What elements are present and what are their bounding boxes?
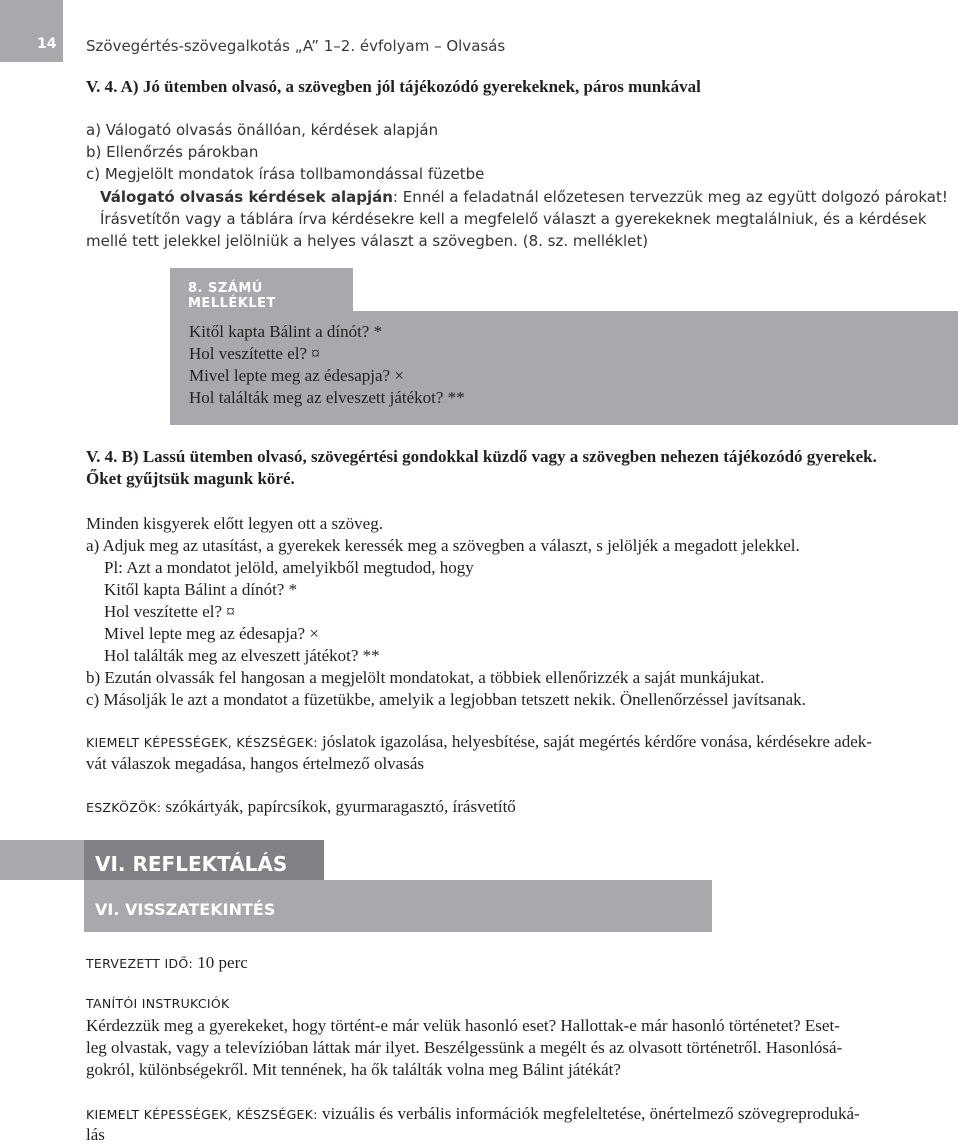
- page-header: Szövegértés-szövegalkotás „A” 1–2. évfolyam – Olvasás: [86, 37, 506, 55]
- section-b-step-b: b) Ezután olvassák fel hangosan a megjelölt mondatokat, a többiek ellenőrizzék a saját munkájukat.: [86, 668, 765, 687]
- section-a-para-rest: : Ennél a feladatnál előzetesen tervezzük meg az együtt dolgozó párokat!: [392, 188, 948, 206]
- section-b-question-3: Mivel lepte meg az édesapja? ×: [104, 624, 319, 643]
- instructions-line3: gokról, különbségekről. Mit tennének, ha ők találták volna meg Bálint játékát?: [86, 1060, 621, 1079]
- retrospect-band: [84, 880, 712, 932]
- reflection-heading: VI. REFLEKTÁLÁS: [95, 852, 288, 876]
- section-a-paragraph-line3: mellé tett jelekkel jelölniük a helyes választ a szövegben. (8. sz. melléklet): [86, 232, 649, 250]
- instructions-line2: leg olvastak, vagy a televízióban láttak már ilyet. Beszélgessünk a megélt és az olvasott történetről. Hasonlósá-: [86, 1038, 843, 1057]
- instructions-line1: Kérdezzük meg a gyerekeket, hogy történt-e már velük hasonló eset? Hallottak-e már hasonló történetet? Eset-: [86, 1016, 840, 1035]
- tools-line: [86, 796, 516, 818]
- section-b-title-line1: V. 4. B) Lassú ütemben olvasó, szövegértési gondokkal küzdő vagy a szövegben nehezen tájékozódó gyerekek.: [86, 447, 877, 466]
- section-a-paragraph-line1: [100, 188, 948, 206]
- skills-2-line2: lás: [86, 1125, 105, 1144]
- planned-time: [86, 952, 248, 974]
- section-a-title: V. 4. A) Jó ütemben olvasó, a szövegben jól tájékozódó gyerekeknek, páros munkával: [86, 77, 701, 96]
- instructions-label: TANÍTÓI INSTRUKCIÓK: [86, 996, 230, 1011]
- retrospect-heading: VI. VISSZATEKINTÉS: [95, 900, 276, 919]
- section-b-step-c: c) Másolják le azt a mondatot a füzetükbe, amelyik a legjobban tetszett nekik. Önellenőrzéssel javítsanak.: [86, 690, 806, 709]
- tools-text: szókártyák, papírcsíkok, gyurmaragasztó, írásvetítő: [161, 797, 516, 816]
- appendix-question-4: Hol találták meg az elveszett játékot? **: [189, 388, 465, 407]
- appendix-question-3: Mivel lepte meg az édesapja? ×: [189, 366, 404, 385]
- appendix-question-2: Hol veszítette el? ¤: [189, 344, 320, 363]
- section-b-intro: Minden kisgyerek előtt legyen ott a szöveg.: [86, 514, 383, 533]
- skills-2-text: vizuális és verbális információk megfeleltetése, önértelmező szövegreproduká-: [317, 1104, 860, 1123]
- section-a-step-a: a) Válogató olvasás önállóan, kérdések alapján: [86, 121, 439, 139]
- skills-1-line1: [86, 731, 872, 753]
- skills-1-line2: vát válaszok megadása, hangos értelmező olvasás: [86, 754, 424, 773]
- appendix-tab-label: 8. SZÁMÚ MELLÉKLET: [188, 281, 276, 311]
- section-a-step-b: b) Ellenőrzés párokban: [86, 143, 259, 161]
- page-number-box: [0, 0, 63, 62]
- section-b-question-4: Hol találták meg az elveszett játékot? **: [104, 646, 380, 665]
- section-a-para-bold: Válogató olvasás kérdések alapján: [100, 188, 393, 206]
- section-a-paragraph-line2: Írásvetítőn vagy a táblára írva kérdésekre kell a megfelelő választ a gyerekeknek megtalálniuk, és a kérdések: [100, 210, 927, 228]
- appendix-tab: [170, 268, 353, 312]
- planned-time-value: 10 perc: [193, 953, 248, 972]
- section-b-example: Pl: Azt a mondatot jelöld, amelyikből megtudod, hogy: [104, 558, 474, 577]
- page-number: 14: [37, 36, 57, 52]
- section-b-step-a: a) Adjuk meg az utasítást, a gyerekek keressék meg a szövegben a választ, s jelöljék a megadott jelekkel.: [86, 536, 800, 555]
- skills-2-label: KIEMELT KÉPESSÉGEK, KÉSZSÉGEK:: [86, 1107, 318, 1122]
- tools-label: ESZKÖZÖK:: [86, 800, 162, 815]
- section-b-question-2: Hol veszítette el? ¤: [104, 602, 235, 621]
- section-a-step-c: c) Megjelölt mondatok írása tollbamondással füzetbe: [86, 165, 485, 183]
- skills-2-line1: [86, 1103, 860, 1125]
- skills-1-label: KIEMELT KÉPESSÉGEK, KÉSZSÉGEK:: [86, 735, 318, 750]
- planned-time-label: TERVEZETT IDŐ:: [86, 956, 194, 971]
- appendix-question-1: Kitől kapta Bálint a dínót? *: [189, 322, 383, 341]
- skills-1-text: jóslatok igazolása, helyesbítése, saját megértés kérdőre vonása, kérdésekre adek-: [317, 732, 872, 751]
- section-b-question-1: Kitől kapta Bálint a dínót? *: [104, 580, 298, 599]
- section-b-title-line2: Őket gyűjtsük magunk köré.: [86, 469, 295, 488]
